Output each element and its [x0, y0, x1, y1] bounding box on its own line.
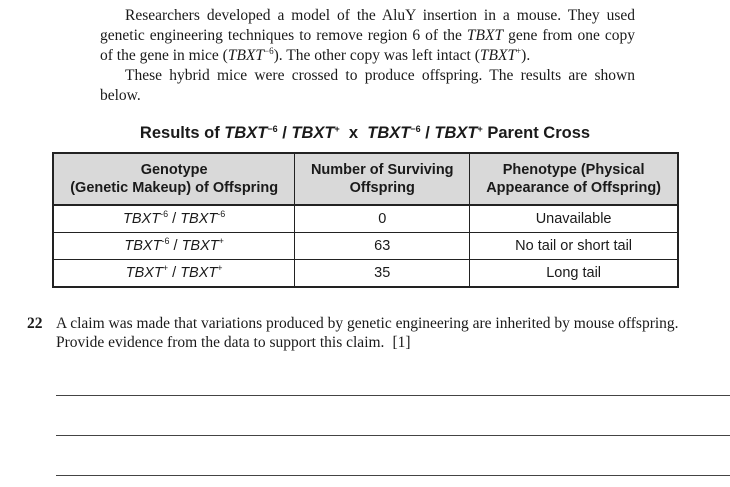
count-cell: 0: [295, 205, 470, 233]
table-row: [53, 233, 678, 260]
header-surviving-offspring: Number of Surviving Offspring: [295, 153, 470, 205]
genotype-cell: TBXT+ / TBXT+: [53, 260, 295, 288]
count-cell: 63: [295, 233, 470, 260]
header-phenotype: Phenotype (Physical Appearance of Offspring): [470, 153, 678, 205]
phenotype-cell: Long tail: [470, 260, 678, 288]
phenotype-cell: No tail or short tail: [470, 233, 678, 260]
genotype-cell: $TBXT^{-6}$ / TBXT+: [53, 233, 295, 260]
header-genotype: Genotype (Genetic Makeup) of Offspring: [53, 153, 295, 205]
answer-line[interactable]: [56, 475, 730, 476]
question-marks: [1]: [392, 334, 411, 351]
table-title: Results of $TBXT^{-6}$ / TBXT+ x $TBXT^{-6}$ / TBXT+ Parent Cross: [139, 124, 591, 142]
phenotype-cell: Unavailable: [470, 205, 678, 233]
results-table: [52, 152, 679, 288]
passage: [100, 6, 635, 106]
count-cell: 35: [295, 260, 470, 288]
question-22: [27, 314, 687, 352]
table-row: [53, 205, 678, 233]
answer-line[interactable]: [56, 435, 730, 436]
table-header-row: [53, 153, 678, 205]
genotype-cell: $TBXT^{-6}$ / $TBXT^{-6}$: [53, 205, 295, 233]
table-row: [53, 260, 678, 288]
question-number: 22: [27, 315, 43, 332]
answer-line[interactable]: [56, 395, 730, 396]
passage-paragraph-1: Researchers developed a model of the AluY insertion in a mouse. They used genetic engineering techniques to remove region 6 of the TBXT gene from one copy of the gene in mice $(TBXT^{-6})$. The other copy was left intact (TBXT+).: [100, 7, 635, 64]
passage-paragraph-2: These hybrid mice were crossed to produce offspring. The results are shown below.: [100, 67, 635, 104]
question-text: A claim was made that variations produced by genetic engineering are inherited by mouse offspring. Provide evidence from the data to support this claim. [1]: [56, 315, 679, 351]
